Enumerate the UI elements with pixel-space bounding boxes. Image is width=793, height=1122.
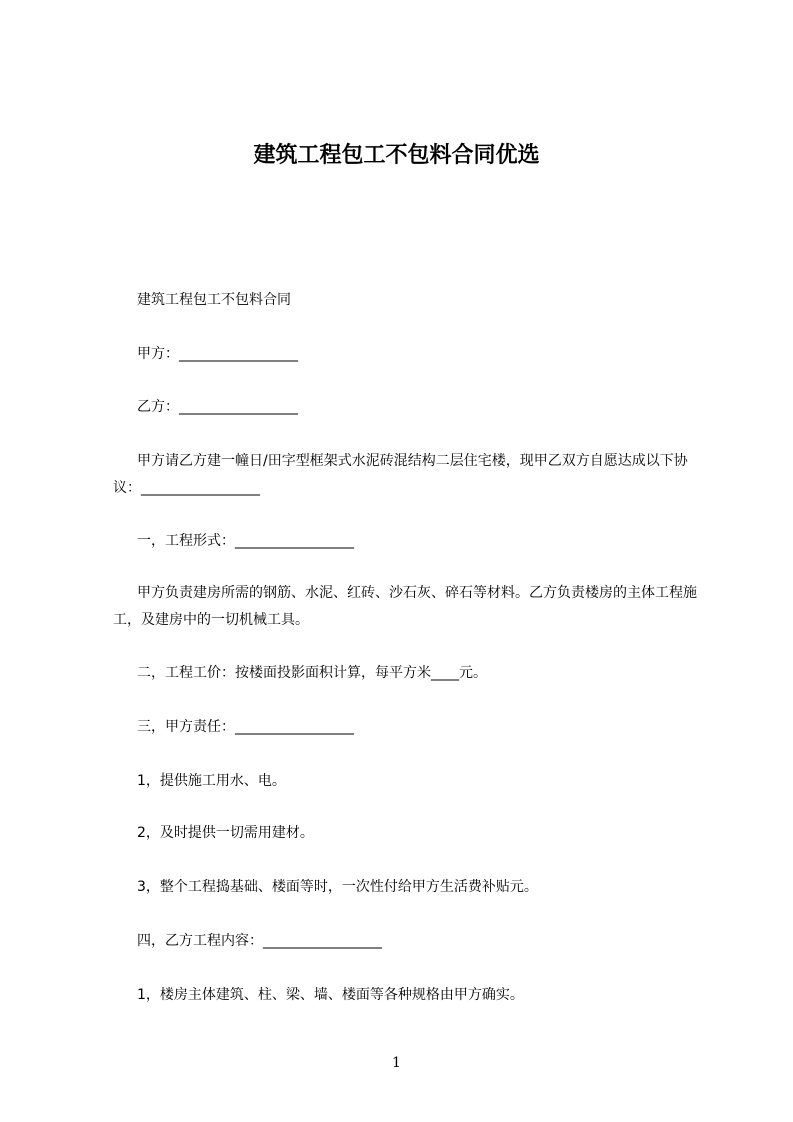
section-1-heading: 一，工程形式：_________________: [137, 533, 354, 549]
list-item: 2，及时提供一切需用建材。: [137, 825, 314, 841]
document-title: 建筑工程包工不包料合同优选: [253, 143, 540, 168]
section-3-heading: 三，甲方责任：_________________: [137, 719, 354, 735]
list-item: 1，提供施工用水、电。: [137, 773, 286, 789]
list-item: 1，楼房主体建筑、柱、梁、墙、楼面等各种规格由甲方确实。: [137, 987, 524, 1003]
materials-paragraph: 甲方负责建房所需的钢筋、水泥、红砖、沙石灰、碎石等材料。乙方负责楼房的主体工程施工，及建房中的一切机械工具。: [113, 585, 697, 628]
party-b-line: 乙方：_________________: [137, 399, 298, 415]
section-4-heading: 四，乙方工程内容：_________________: [137, 933, 382, 949]
contract-heading: 建筑工程包工不包料合同: [137, 292, 291, 308]
agreement-intro-paragraph: 甲方请乙方建一幢日/田字型框架式水泥砖混结构二层住宅楼，现甲乙双方自愿达成以下协议：_________________: [113, 453, 688, 496]
list-item: 3，整个工程捣基础、楼面等时，一次性付给甲方生活费补贴元。: [137, 879, 538, 895]
page-number: 1: [392, 1055, 401, 1071]
party-a-line: 甲方：_________________: [137, 346, 298, 362]
section-2-heading: 二，工程工价：按楼面投影面积计算，每平方米____元。: [137, 665, 487, 681]
